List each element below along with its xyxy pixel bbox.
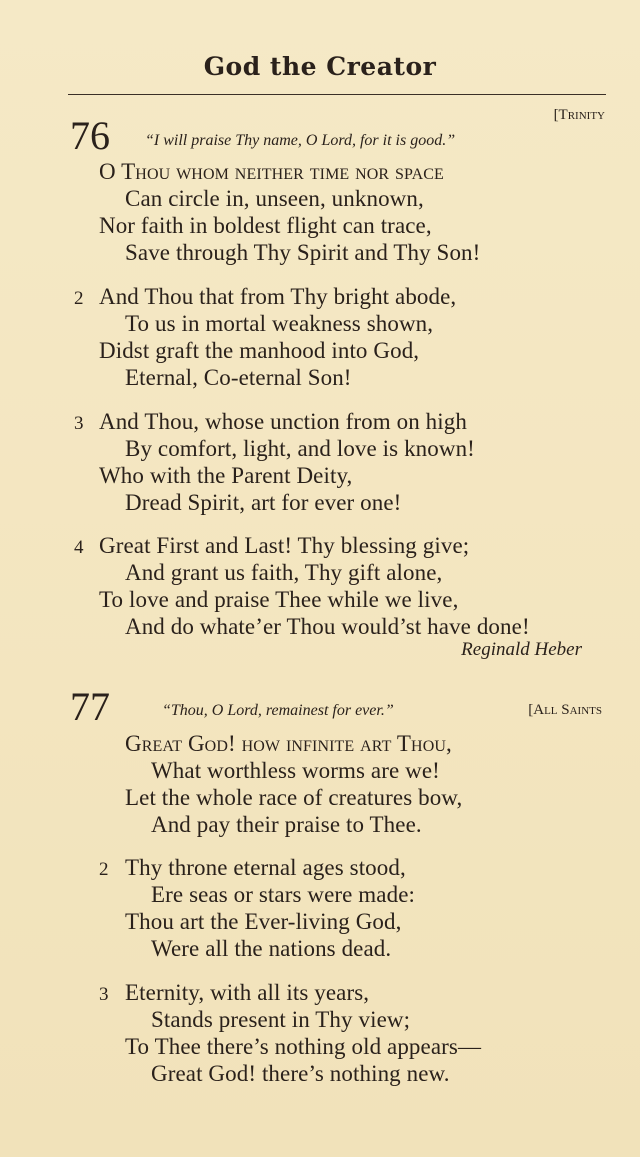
verse-line: And Thou that from Thy bright abode, — [99, 284, 457, 309]
verse-line: To Thee there’s nothing old appears— — [125, 1034, 482, 1059]
verse-line: Were all the nations dead. — [151, 936, 392, 961]
verse-line: By comfort, light, and love is known! — [125, 436, 475, 461]
verse-line: And grant us faith, Thy gift alone, — [125, 560, 443, 585]
verse-line: Great God! how infinite art Thou, — [125, 731, 452, 756]
verse-line: What worthless worms are we! — [151, 758, 440, 783]
verse-line: Great God! there’s nothing new. — [151, 1061, 450, 1086]
running-head: God the Creator — [203, 52, 437, 81]
verse-line: Let the whole race of creatures bow, — [125, 785, 463, 810]
verse-line: Didst graft the manhood into God, — [99, 338, 420, 363]
verse-line: And Thou, whose unction from on high — [99, 409, 467, 434]
verse-line: Great First and Last! Thy blessing give; — [99, 533, 470, 558]
verse-line: Can circle in, unseen, unknown, — [125, 186, 424, 211]
epigraph: “I will praise Thy name, O Lord, for it is good.” — [145, 132, 456, 149]
hymn-number: 76 — [70, 113, 110, 158]
verse-line: Nor faith in boldest flight can trace, — [99, 213, 432, 238]
verse-line: Eternity, with all its years, — [125, 980, 370, 1005]
verse-line: And do whate’er Thou would’st have done! — [125, 614, 530, 639]
verse-number: 3 — [99, 984, 109, 1005]
verse-line: And pay their praise to Thee. — [151, 812, 422, 837]
tune-name: [All Saints — [528, 702, 602, 718]
epigraph: “Thou, O Lord, remainest for ever.” — [162, 702, 394, 719]
verse-line: To us in mortal weakness shown, — [125, 311, 434, 336]
verse-line: Stands present in Thy view; — [151, 1007, 411, 1032]
verse-line: Ere seas or stars were made: — [151, 882, 415, 907]
verse-line: Eternal, Co-eternal Son! — [125, 365, 352, 390]
verse-line: O Thou whom neither time nor space — [99, 159, 444, 184]
verse-line: Dread Spirit, art for ever one! — [125, 490, 402, 515]
verse-number: 2 — [74, 288, 84, 309]
verse-number: 4 — [74, 537, 84, 558]
author-attribution: Reginald Heber — [461, 639, 582, 660]
tune-name: [Trinity — [553, 107, 605, 123]
verse-line: To love and praise Thee while we live, — [99, 587, 459, 612]
verse-line: Who with the Parent Deity, — [99, 463, 353, 488]
header-rule — [68, 94, 606, 95]
verse-number: 2 — [99, 859, 109, 880]
verse-line: Save through Thy Spirit and Thy Son! — [125, 240, 481, 265]
verse-number: 3 — [74, 413, 84, 434]
hymn-number: 77 — [70, 684, 110, 729]
verse-line: Thou art the Ever-living God, — [125, 909, 402, 934]
verse-line: Thy throne eternal ages stood, — [125, 855, 406, 880]
